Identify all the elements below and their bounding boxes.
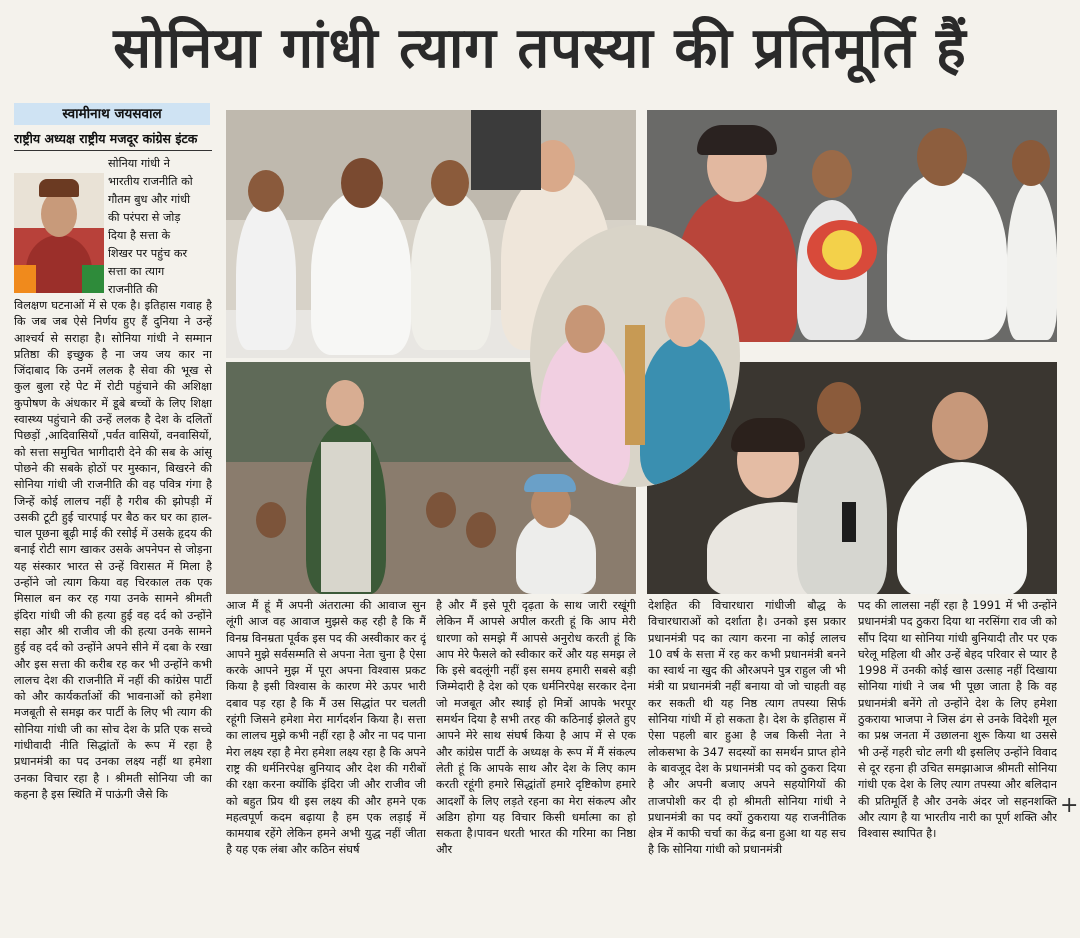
intro-line: राजनीति की	[108, 283, 158, 296]
intro-line: सोनिया गांधी ने	[108, 157, 170, 170]
intro-line: शिखर पर पहुंच कर	[108, 247, 188, 260]
body-column-3: है और मैं इसे पूरी दृढ़ता के साथ जारी रखूंगी लेकिन मैं आपसे अपील करती हूं कि आप मेरी धारणा को समझे मैं आपसे अनुरोध करती हूं कि आप मेरे फैसले को स्वीकार करें और यह समझ ले कि इसे बदलूंगी नहीं इस समय हमारी सबसे बड़ी जिम्मेदारी है देश को एक धर्मनिरपेक्ष सरकार देना जो मजबूत और स्थाई हो मित्रों आपके भरपूर समर्थन दिया है सभी तरह की कठिनाई झेलते हुए आपने मेरे साथ संघर्ष किया है आप में से एक और कांग्रेस पार्टी के अध्यक्ष के रूप में मैं संकल्प लेती हूं कि आपके साथ और देश के लिए काम करती रहूंगी हमारे सिद्धांतों हमारे दृष्टिकोण हमारे आदर्शों के लिए लड़ते रहना का मेरा संकल्प और अडिग होगा यह विचार किसी धर्मात्मा का हो सकता है।पावन धरती भारत की गरिमा का निष्ठा और	[436, 599, 636, 857]
author-portrait	[14, 173, 104, 293]
body-column-5: पद की लालसा नहीं रहा है 1991 में भी उन्होंने प्रधानमंत्री पद ठुकरा दिया था नरसिंगा राव जी को सौंप दिया था सोनिया गांधी बुनियादी तौर पर एक घरेलू महिला थी और उन्हें बेहद परिवार से प्यार है 1998 में उनकी कोई खास उत्साह नहीं दिखाया सोनिया गांधी ने जब भी पूछा जाता है कि वह प्रधानमंत्री बनेंगे तो उन्होंने देश के लिए हमेशा ठुकराया भाजपा ने जिस ढंग से उनके विदेशी मूल का प्रश्न जनता में उछालना शुरू किया था उससे भी उन्हें गहरी चोट लगी थी इसलिए उन्होंने विवाद से दूर रहना ही उचित समझाआज श्रीमती सोनिया गांधी एक देश के लिए त्याग तपस्या और बलिदान की प्रतिमूर्ति है और उनके अंदर जो सहनशक्ति और त्याग है या भारतीय नारी का पूर्ण शक्ति और विश्वास स्थापित है।	[858, 599, 1057, 841]
body-column-4: देशहित की विचारधारा गांधीजी बौद्ध के विचारधाराओं को दर्शाता है। उनको इस प्रकार प्रधानमंत्री पद का त्याग करना ना कोई लालच 10 वर्ष के सत्ता में रह कर कभी प्रधानमंत्री बनने का स्वार्थ ना खुद की औरअपने पुत्र राहुल जी भी मंत्री या प्रधानमंत्री नहीं बनाया वो जो चाहती वह कर सकती थी यह निष्ठ त्याग तपस्या सिर्फ सोनिया गांधी में हो सकता है। देश के इतिहास में ऐसा पहली बार हुआ है जब किसी नेता ने लोकसभा के 347 सदस्यों का समर्थन प्राप्त होने के बावजूद देश के प्रधानमंत्री पद को ठुकरा दिया है और अपनी बजाए अपने सहयोगियों की ताजपोशी कर दी हो श्रीमती सोनिया गांधी ने प्रधानमंत्री का पद क्यों ठुकराया यह राजनीतिक क्षेत्र में काफी चर्चा का केंद्र बना हुआ था यह सच है कि सोनिया गांधी को प्रधानमंत्री	[648, 599, 846, 857]
intro-line: सत्ता का त्याग	[108, 265, 165, 278]
intro-column	[108, 155, 211, 299]
intro-line: भारतीय राजनीति को	[108, 175, 193, 188]
author-name: स्वामीनाथ जयसवाल	[14, 103, 210, 125]
body-column-1: विलक्षण घटनाओं में से एक है। इतिहास गवाह है कि जब जब ऐसे निर्णय हुए हैं दुनिया ने उन्हें आश्चर्य से सराहा है। सोनिया गांधी ने सम्मान प्रतिष्ठा की इच्छुक है ना जय जय कार ना जिंदाबाद कि उनमें ललक है सेवा की भूख से कुल बुला रहे पेट में रोटी पहुंचाने की अशिक्षा कुपोषण के अंधकार में डूबे बच्चों के लिए शिक्षा स्वास्थ्य पहुंचाने की उन्हें ललक है देश के दलितों पिछड़ों ,आदिवासियों ,पर्वत वासियों, वनवासियों, को सत्ता समुचित भागीदारी देने की सब के आंसू पोछने की सबके होठों पर मुस्कान, बिखरने की सोनिया गांधी जी राजनीति की वह पवित्र गंगा है जिन्हें कोई लालच नहीं है गरीब की झोपड़ी में उसकी टूटी हुई चारपाई पर बैठ कर घर का हाल-चाल पूछना बूढ़ी माई की रसोई में उसके हृदय की बनाई रोटी साग खाकर उसके अपनेपन से जोड़ना यह संस्कार भारत से उन्हें विरासत में मिला है उन्होंने जो त्याग किया वह चिरकाल तक एक मिसाल बन कर रह गया उनके सामने श्रीमती इंदिरा गांधी जी की हत्या हुई वह दर्द को उन्होंने सहा और श्री राजीव जी की हत्या उनके सामने हुई वह दर्द को उन्होंने अपने सीने में दबा के रखा और इस सत्ता की करीब रह कर भी उन्होंने कभी लालच देश की राजनीति में नहीं की कांग्रेस पार्टी को और कार्यकर्ताओं की भावनाओं को हमेशा मजबूती से समझ कर पार्टी के लिए भी त्याग की सोनिया गांधी जी का सोच देश के प्रति एक सच्चे गांधीवादी नीति सिद्धांतों के रूप में रहा है प्रधानमंत्री का पद उनका लक्ष्य नहीं था हमेशा उनका विचार रहा है । श्रीमती सोनिया जी का कहना है इस स्थिति में पाऊंगी जैसे कि	[14, 299, 212, 801]
photo-president-and-sonia	[530, 225, 740, 487]
intro-line: गौतम बुध और गांधी	[108, 193, 190, 206]
intro-line: की परंपरा से जोड़	[108, 211, 181, 224]
plus-cursor-icon: +	[1060, 793, 1079, 818]
intro-line: दिया है सत्ता के	[108, 229, 171, 242]
body-column-2: आज मैं हूं मैं अपनी अंतरात्मा की आवाज सुन लूंगी आज वह आवाज मुझसे कह रही है कि मैं विनम्र विनम्रता पूर्वक इस पद की अस्वीकार कर दूं आपने मुझे सर्वसम्मति से अपना नेता चुना है ऐसा करके आपने मुझ में पूरा अपना विश्वास प्रकट किया है इसी विश्वास के कारण मेरे ऊपर भारी दबाव पड़ रहा है कि मैं उस सिद्धांत पर चलती रहूंगी जिसने हमेशा मेरा मार्गदर्शन किया है। सत्ता का लालच मुझे कभी नहीं रहा है और ना पद पाना मेरा लक्ष्य रहा है मेरा हमेशा लक्ष्य रहा है कि अपने राष्ट्र की धर्मनिरपेक्ष बुनियाद और देश की गरीबों की रक्षा करना क्योंकि इंदिरा जी और राजीव जी को बहुत प्रिय थी इस लक्ष्य की और हमने एक महत्वपूर्ण कदम बढ़ाया है हम एक लड़ाई में कामयाब रहेंगे लेकिन हमने अभी युद्ध नहीं जीता है यह एक लंबा और कठिन संघर्ष	[226, 599, 426, 857]
headline: सोनिया गांधी त्याग तपस्या की प्रतिमूर्ति हैं	[113, 16, 967, 81]
author-title: राष्ट्रीय अध्यक्ष राष्ट्रीय मजदूर कांग्रेस इंटक	[14, 128, 212, 151]
